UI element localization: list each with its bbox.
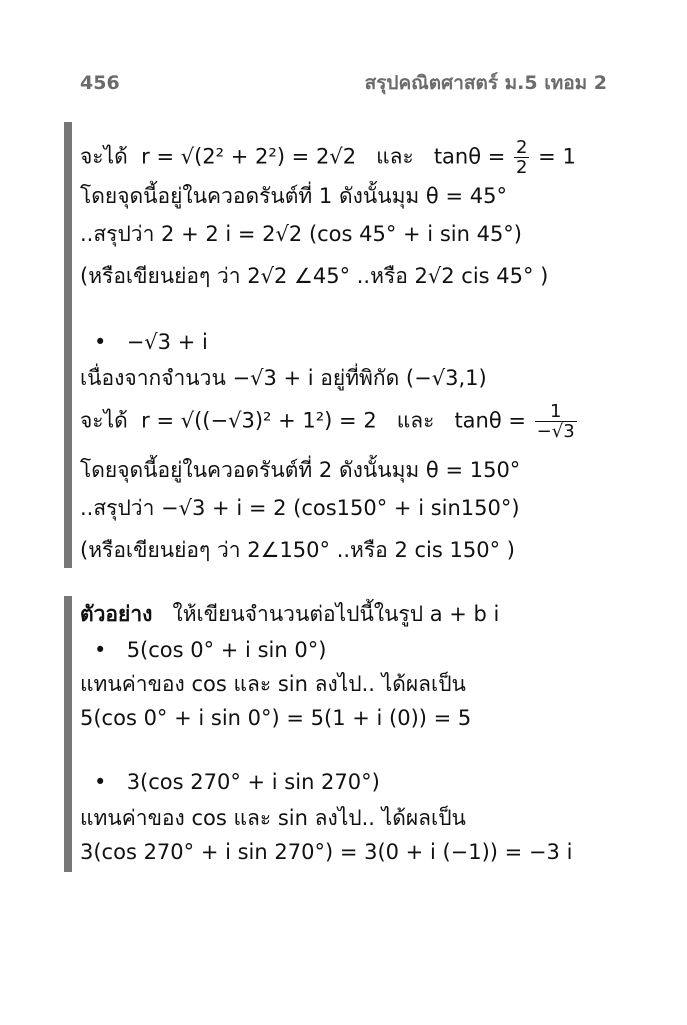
bullet-icon: • <box>94 330 107 354</box>
denominator: 2 <box>516 157 528 178</box>
tan-label: tanθ = <box>433 144 506 169</box>
result-line: 3(cos 270° + i sin 270°) = 3(0 + i (−1)) = −3 i <box>80 840 573 864</box>
fraction <box>535 402 577 441</box>
line-r-tan-2 <box>80 402 579 441</box>
example-label: ตัวอย่าง <box>80 602 153 626</box>
text: จะได้ <box>80 144 128 169</box>
conclusion-line-1: ..สรุปว่า 2 + 2 i = 2√2 (cos 45° + i sin 45°) <box>80 222 522 246</box>
bullet-icon: • <box>94 638 107 662</box>
conclusion-line-2: ..สรุปว่า −√3 + i = 2 (cos150° + i sin150°) <box>80 496 520 520</box>
bullet-label: −√3 + i <box>126 330 208 354</box>
numerator: 2 <box>516 137 528 158</box>
r-formula: r = √(2² + 2²) = 2√2 <box>141 144 357 169</box>
short-form-line-2: (หรือเขียนย่อๆ ว่า 2∠150° ..หรือ 2 cis 150° ) <box>80 538 515 562</box>
bullet-item <box>80 328 208 356</box>
numerator: 1 <box>549 401 562 422</box>
quadrant-line-2: โดยจุดนี้อยู่ในควอดรันต์ที่ 2 ดังนั้นมุม θ = 150° <box>80 458 521 482</box>
line-r-tan-1 <box>80 138 576 177</box>
example-heading <box>80 600 499 628</box>
short-form-line-1: (หรือเขียนย่อๆ ว่า 2√2 ∠45° ..หรือ 2√2 cis 45° ) <box>80 264 549 288</box>
tan-label: tanθ = <box>454 408 526 433</box>
substitution-note: แทนค่าของ cos และ sin ลงไป.. ได้ผลเป็น <box>80 806 466 830</box>
section-bar-1 <box>64 122 72 568</box>
coordinate-line: เนื่องจากจำนวน −√3 + i อยู่ที่พิกัด (−√3,1) <box>80 366 487 390</box>
bullet-item <box>80 636 326 664</box>
bullet-icon: • <box>94 770 107 794</box>
section-bar-2 <box>64 596 72 872</box>
bullet-label: 3(cos 270° + i sin 270°) <box>126 770 380 794</box>
fraction <box>514 138 529 177</box>
bullet-item <box>80 768 380 796</box>
denominator: −√3 <box>536 421 575 442</box>
running-header-title: สรุปคณิตศาสตร์ ม.5 เทอม 2 <box>364 72 607 94</box>
example-instruction: ให้เขียนจำนวนต่อไปนี้ในรูป a + b i <box>172 602 500 626</box>
bullet-label: 5(cos 0° + i sin 0°) <box>126 638 327 662</box>
quadrant-line-1: โดยจุดนี้อยู่ในควอดรันต์ที่ 1 ดังนั้นมุม θ = 45° <box>80 184 507 208</box>
text: และ <box>396 408 435 433</box>
result-line: 5(cos 0° + i sin 0°) = 5(1 + i (0)) = 5 <box>80 706 472 730</box>
substitution-note: แทนค่าของ cos และ sin ลงไป.. ได้ผลเป็น <box>80 672 466 696</box>
r-formula: r = √((−√3)² + 1²) = 2 <box>141 408 377 433</box>
page-number: 456 <box>80 72 120 94</box>
text: = 1 <box>538 144 576 169</box>
text: จะได้ <box>80 408 128 433</box>
text: และ <box>376 144 414 169</box>
